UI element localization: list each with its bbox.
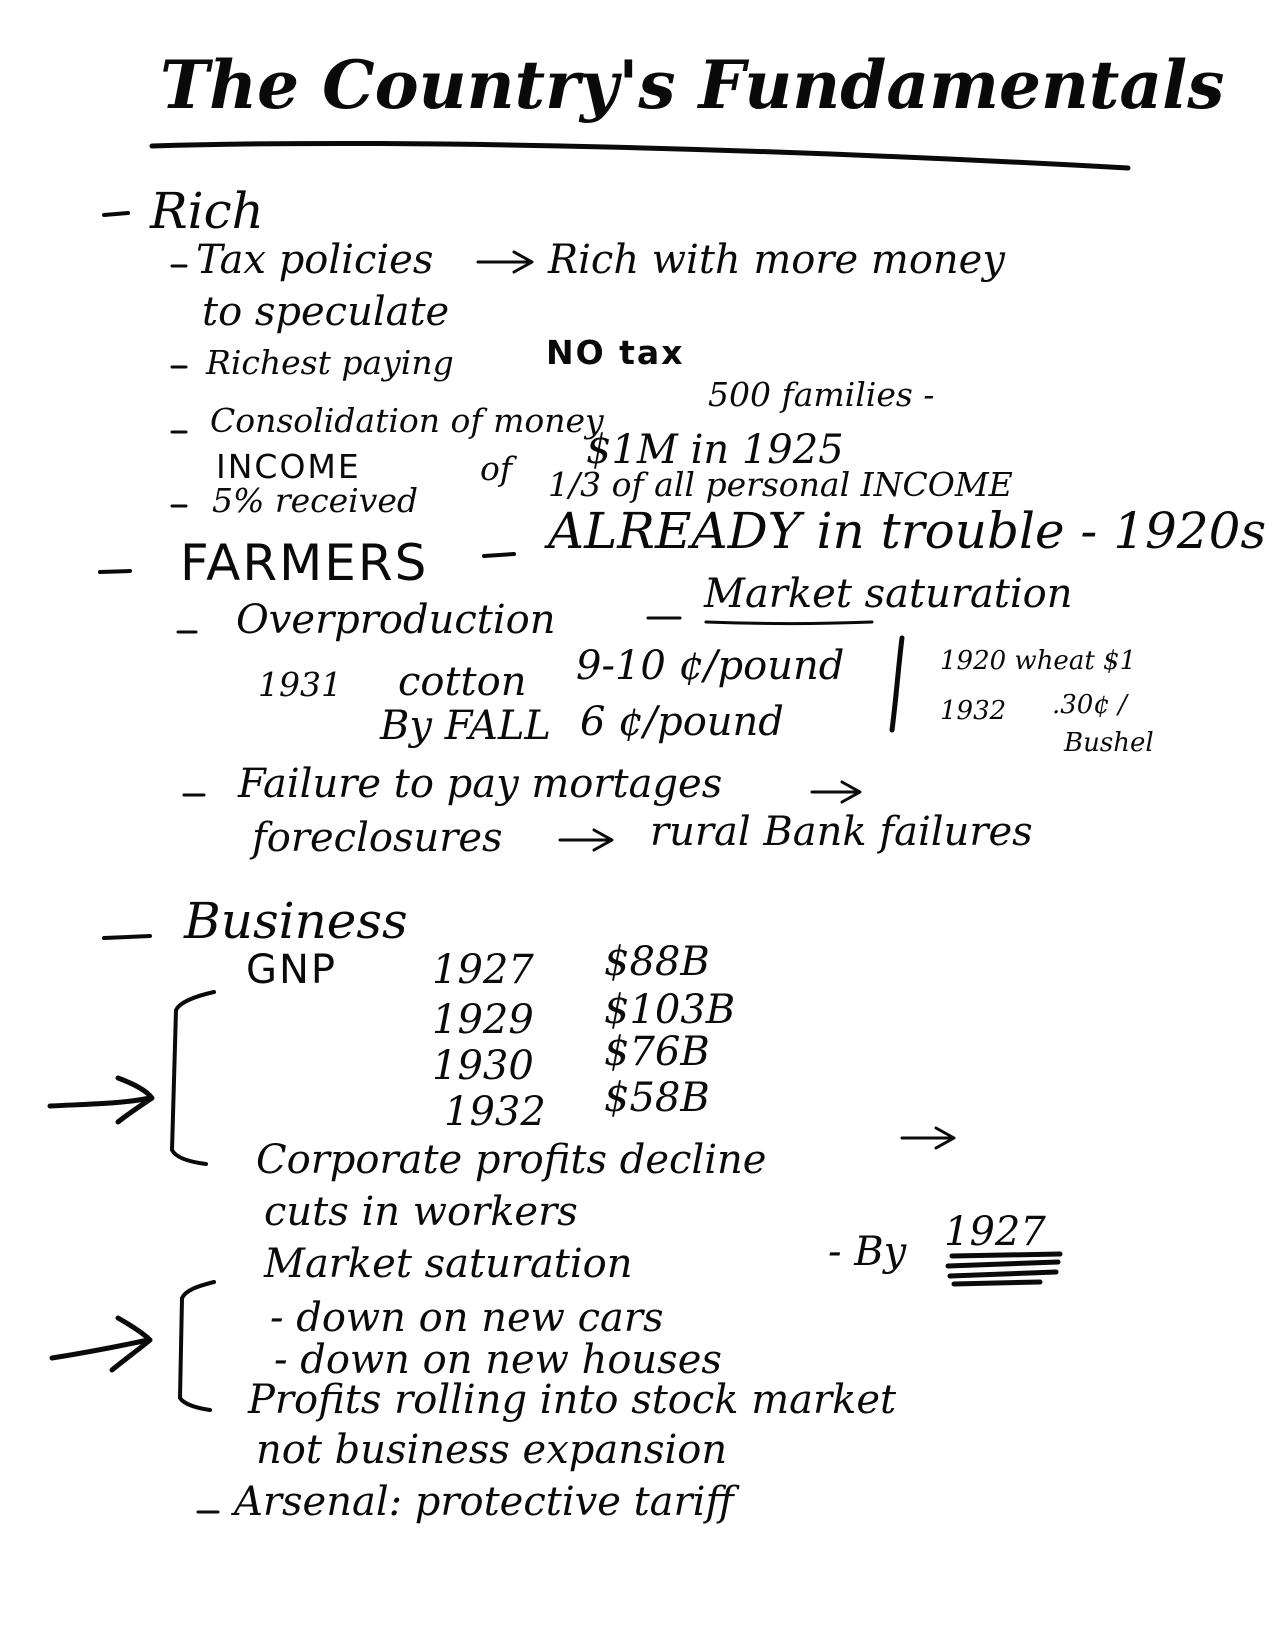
margin-arrow-gnp-icon [50, 1078, 152, 1122]
rich-tax-policies: Tax policies [196, 237, 434, 283]
gnp-value: $58B [604, 1075, 710, 1121]
business-profits: Profits rolling into stock market [248, 1377, 897, 1423]
rich-received-share: 1/3 of all personal INCOME [548, 465, 1013, 504]
bullet-dash-farmers [100, 571, 130, 572]
business-arsenal: Arsenal: protective tariff [234, 1479, 734, 1525]
farmers-by-fall: By FALL [380, 703, 551, 749]
farmers-wheat-1920: 1920 wheat $1 [940, 646, 1137, 676]
gnp-year: 1929 [432, 997, 534, 1043]
rich-families: 500 families - [708, 375, 935, 414]
rich-tax-result-cont: to speculate [202, 289, 450, 335]
farmers-foreclosures: foreclosures [252, 815, 503, 861]
section-heading-business: Business [184, 892, 408, 950]
rich-income-label: INCOME [216, 447, 361, 486]
section-heading-rich: Rich [150, 182, 264, 240]
arrow-foreclosures [560, 830, 612, 850]
farmers-fall-price: 6 ¢/pound [580, 699, 784, 745]
rich-income-amount: $1M in 1925 [586, 427, 844, 473]
farmers-bushel: Bushel [1064, 728, 1154, 758]
market-saturation-underline [706, 622, 872, 624]
gnp-year: 1930 [432, 1043, 534, 1089]
gnp-value: $88B [604, 939, 710, 985]
farmers-cotton-label: cotton [398, 659, 527, 705]
bracket-gnp [172, 992, 214, 1164]
gnp-value: $103B [604, 987, 736, 1033]
rich-richest: Richest paying [206, 343, 454, 382]
arrow-failure [812, 782, 860, 802]
bullet-dash-rich [104, 213, 128, 215]
business-gnp-label: GNP [246, 947, 338, 993]
business-down-houses: - down on new houses [274, 1337, 722, 1383]
farmers-cotton-year: 1931 [258, 665, 342, 704]
year-scribble [948, 1254, 1060, 1284]
business-cuts: cuts in workers [264, 1189, 578, 1235]
bullet-dash-farmers-2 [484, 554, 514, 556]
business-by-year: 1927 [944, 1209, 1046, 1255]
bracket-market [180, 1282, 214, 1410]
business-by-year-prefix: - By [828, 1229, 907, 1275]
page-title: The Country's Fundamentals [160, 46, 1225, 124]
farmers-wheat-1932-year: 1932 [940, 696, 1007, 726]
farmers-already: ALREADY in trouble - 1920s [548, 502, 1267, 560]
bullet-dash-business [104, 936, 150, 938]
farmers-wheat-1932-price: .30¢ / [1052, 690, 1127, 720]
gnp-value: $76B [604, 1029, 710, 1075]
farmers-market-saturation: Market saturation [704, 571, 1073, 617]
rich-of: of [480, 449, 513, 488]
business-corporate: Corporate profits decline [256, 1137, 767, 1183]
gnp-year: 1932 [444, 1089, 546, 1135]
rich-received: 5% received [212, 481, 419, 520]
margin-arrow-market-icon [52, 1318, 150, 1370]
section-heading-farmers: FARMERS [180, 534, 429, 592]
arrow-tax [478, 252, 532, 272]
business-down-cars: - down on new cars [270, 1295, 664, 1341]
business-market-saturation: Market saturation [264, 1241, 633, 1287]
farmers-cotton-price: 9-10 ¢/pound [576, 643, 845, 689]
farmers-failure: Failure to pay mortages [238, 761, 723, 807]
arrow-corporate [902, 1128, 954, 1148]
farmers-overproduction: Overproduction [236, 597, 556, 643]
rich-no-tax: NO tax [546, 333, 685, 372]
price-divider [892, 638, 902, 730]
business-not-expansion: not business expansion [256, 1427, 728, 1473]
rich-tax-result: Rich with more money [548, 237, 1005, 283]
gnp-year: 1927 [432, 947, 534, 993]
title-underline [152, 143, 1128, 168]
rich-consolidation: Consolidation of money [210, 401, 604, 440]
farmers-bank-failures: rural Bank failures [650, 809, 1033, 855]
